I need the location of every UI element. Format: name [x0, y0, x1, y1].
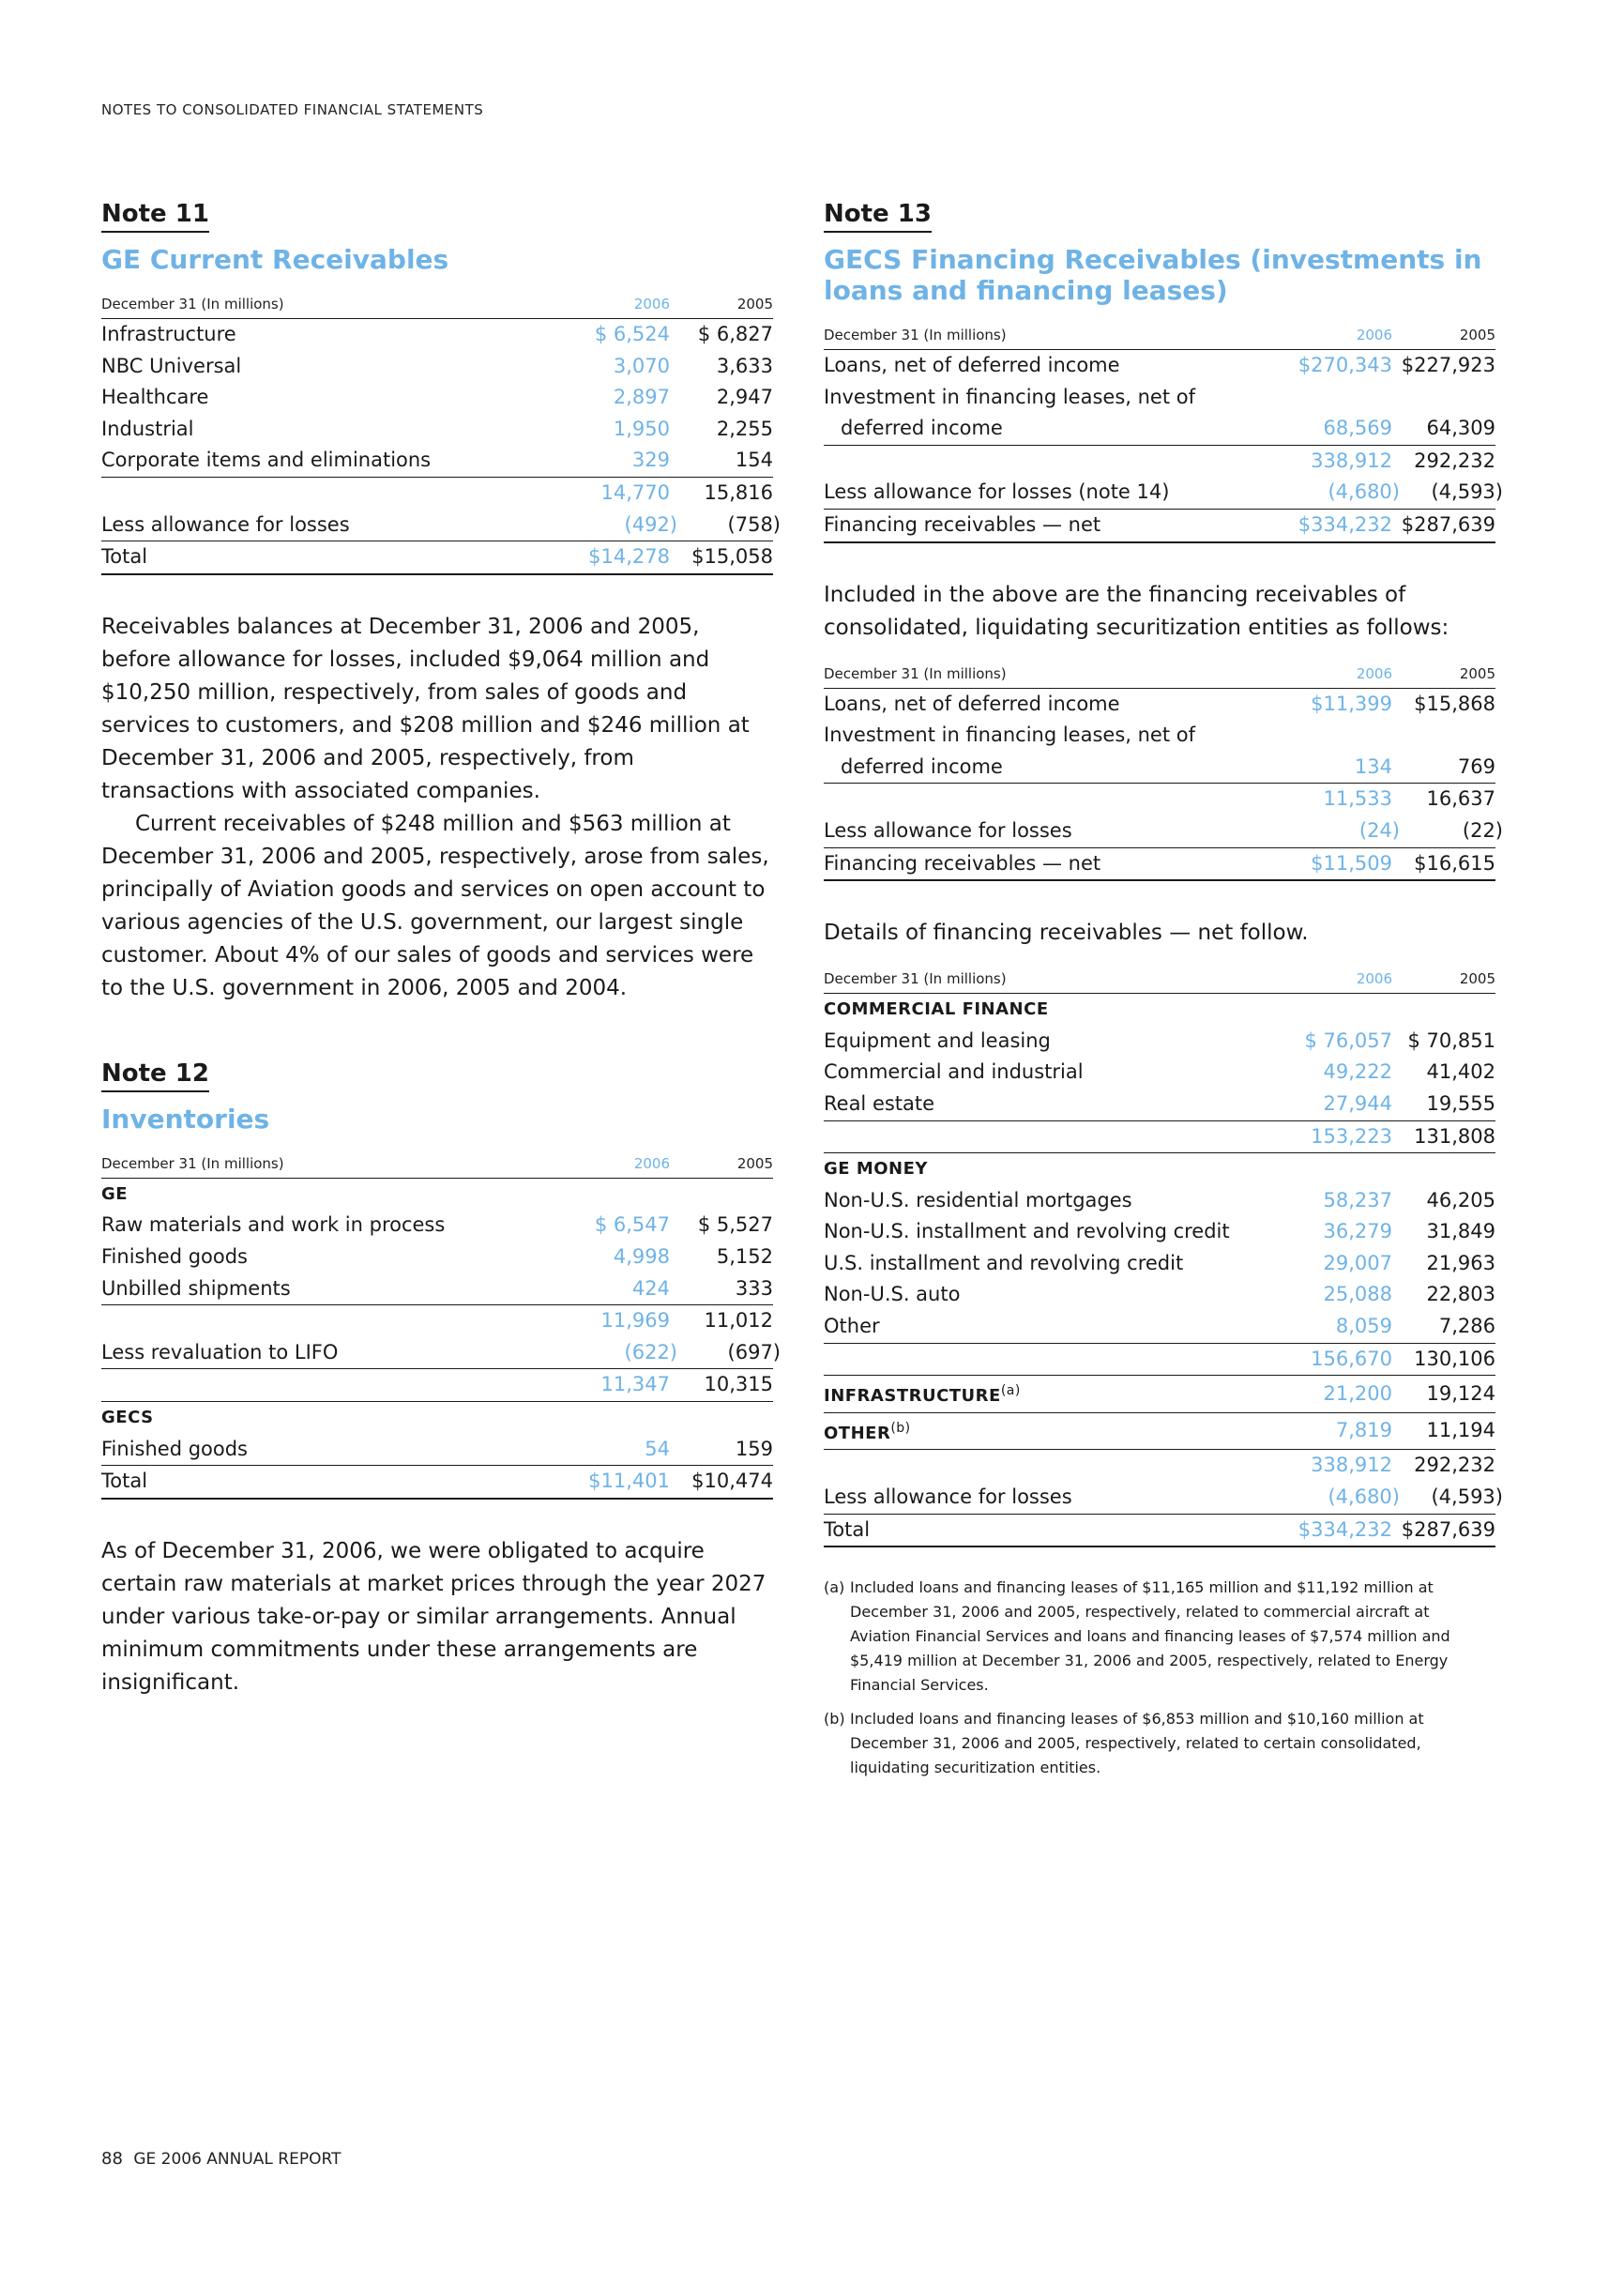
row-value-2006: 29,007: [1323, 1251, 1392, 1274]
row-value-2005: 292,232: [1392, 445, 1495, 477]
table-row: [101, 351, 773, 383]
row-label: Infrastructure: [101, 323, 236, 345]
row-value-2005: (758): [727, 512, 781, 536]
section-label-ge: GE: [101, 1183, 129, 1204]
table-header-2006: 2006: [567, 1155, 670, 1179]
row-label: deferred income: [841, 754, 1003, 778]
row-label: Industrial: [101, 417, 194, 440]
row-value-2005: $ 70,851: [1407, 1028, 1495, 1052]
row-label: Finished goods: [101, 1244, 249, 1268]
row-value-2006: 8,059: [1335, 1315, 1392, 1338]
note-11-paragraph-1: Receivables balances at December 31, 2006 and 2005, before allowance for losses, included $9,064 million and $10,250 million, respectively, from sales of goods and services to customers, and $208 million and $246 million at December 31, 2006 and 2005, respectively, from transactions with associated companies.: [101, 614, 750, 803]
section-row: [101, 1401, 773, 1433]
row-value-2006: $270,343: [1298, 354, 1392, 376]
note-12-paragraph: As of December 31, 2006, we were obligated to acquire certain raw materials at market prices through the year 2027 under various take-or-pay or similar arrangements. Annual minimum commitments under these arrangements are insignificant.: [101, 1538, 766, 1695]
table-header-2006: 2006: [1289, 327, 1392, 350]
row-value-2005: 3,633: [716, 354, 773, 377]
current-receivables-table: [101, 296, 781, 575]
row-value-2005: 19,124: [1392, 1376, 1495, 1413]
row-value-2005: 64,309: [1426, 417, 1495, 440]
row-value-2005: [1392, 720, 1495, 752]
note-11-title: GE Current Receivables: [101, 244, 449, 275]
row-value-2005: $15,868: [1414, 692, 1495, 715]
row-value-2005-cell: [1392, 815, 1503, 847]
row-value-2005-cell: [1392, 477, 1503, 509]
row-value-2006: 68,569: [1323, 417, 1392, 440]
row-label: [824, 784, 1289, 815]
table-row: [824, 1482, 1495, 1514]
row-value-2005-cell: [670, 510, 781, 541]
row-value-2005: $ 6,827: [697, 323, 773, 345]
footer-text: GE 2006 ANNUAL REPORT: [133, 2150, 341, 2169]
note-12-title: Inventories: [101, 1103, 270, 1135]
row-label: Investment in financing leases, net of: [824, 724, 1196, 747]
row-label: Less revaluation to LIFO: [101, 1340, 339, 1364]
table-row: [824, 1026, 1495, 1058]
row-value-2006: 11,969: [567, 1305, 670, 1337]
row-label-cell: [824, 1412, 1289, 1450]
row-value-2006: 4,998: [613, 1244, 670, 1268]
table-row: [101, 445, 773, 477]
section-row: [101, 1178, 773, 1210]
row-label: Financing receivables — net: [824, 847, 1289, 880]
row-value-2005: 2,947: [716, 386, 773, 409]
row-label: [101, 477, 567, 509]
row-label: Loans, net of deferred income: [824, 354, 1120, 376]
footnote-b: [824, 1707, 1480, 1780]
table-row: [824, 815, 1495, 847]
row-value-2005: $287,639: [1392, 1514, 1495, 1546]
subtotal-row: [824, 1120, 1495, 1153]
row-value-2006: 36,279: [1323, 1220, 1392, 1243]
row-label: Unbilled shipments: [101, 1276, 291, 1300]
section-row: [824, 994, 1495, 1026]
subtotal-row: [824, 1343, 1495, 1376]
table-row: [824, 1279, 1495, 1311]
row-value-2005: 21,963: [1426, 1251, 1495, 1274]
row-value-2006: [1289, 720, 1392, 752]
row-value-2005: 15,816: [670, 477, 773, 509]
row-value-2006: 49,222: [1323, 1060, 1392, 1084]
row-value-2005: (697): [727, 1340, 781, 1364]
row-label: Less allowance for losses: [824, 1485, 1072, 1509]
row-label: Finished goods: [101, 1437, 249, 1460]
table-row: [101, 319, 773, 351]
note-11: [101, 200, 781, 1005]
total-row: [101, 541, 773, 574]
row-value-2005: 11,194: [1392, 1412, 1495, 1450]
row-label: Less allowance for losses: [824, 818, 1072, 842]
section-label-commercial-finance: COMMERCIAL FINANCE: [824, 999, 1049, 1020]
note-11-text: [101, 611, 773, 1005]
row-label: Non-U.S. installment and revolving credit: [824, 1220, 1230, 1243]
table-row: [101, 382, 773, 414]
row-label: INFRASTRUCTURE: [824, 1386, 1001, 1407]
row-label: Non-U.S. auto: [824, 1283, 961, 1306]
row-label: Equipment and leasing: [824, 1028, 1051, 1052]
row-label: Less allowance for losses (note 14): [824, 480, 1170, 504]
row-value-2005: 10,315: [670, 1369, 773, 1402]
row-value-2006: 156,670: [1289, 1343, 1392, 1376]
table-header-label: December 31 (In millions): [824, 970, 1289, 994]
total-row: [824, 847, 1495, 880]
table-header-2005: 2005: [1392, 327, 1495, 350]
note-13-text-1: [824, 579, 1495, 645]
table-row: [101, 1337, 773, 1369]
row-value-2005: (22): [1462, 818, 1503, 842]
row-label: [824, 1343, 1289, 1376]
subtotal-row: [101, 1369, 773, 1402]
row-value-2006: $334,232: [1289, 509, 1392, 541]
row-value-2006: 338,912: [1289, 1450, 1392, 1482]
row-value-2005: 769: [1457, 754, 1495, 778]
row-value-2006-cell: [1289, 477, 1400, 509]
table-header-2006: 2006: [1289, 970, 1392, 994]
total-row: [824, 1514, 1495, 1546]
note-12-text: [101, 1535, 773, 1699]
row-label: NBC Universal: [101, 354, 242, 377]
right-column: [824, 200, 1503, 1790]
row-value-2005: 11,012: [670, 1305, 773, 1337]
row-value-2005: 22,803: [1426, 1283, 1495, 1306]
subtotal-row: [824, 1450, 1495, 1482]
footnote-ref-b: (b): [890, 1420, 911, 1436]
note-12-number: Note 12: [101, 1059, 209, 1092]
table-row: [101, 1273, 773, 1305]
row-value-2006: $ 6,547: [594, 1213, 670, 1237]
row-label: deferred income: [841, 417, 1003, 440]
row-label: [101, 1305, 567, 1337]
row-label: Total: [824, 1514, 1289, 1546]
financing-receivables-table: [824, 327, 1503, 543]
table-row: [824, 1089, 1495, 1120]
row-value-2005: (4,593): [1431, 480, 1503, 504]
row-label: Financing receivables — net: [824, 509, 1289, 541]
row-value-2006: 27,944: [1323, 1091, 1392, 1115]
row-label: [824, 1450, 1289, 1482]
total-row: [824, 509, 1495, 541]
row-value-2005: $ 5,527: [697, 1213, 773, 1237]
table-row: [824, 1311, 1495, 1343]
row-value-2005: $15,058: [670, 541, 773, 574]
note-12: [101, 1059, 781, 1699]
row-value-2005: 292,232: [1392, 1450, 1495, 1482]
footnote-mark: (a): [824, 1578, 845, 1597]
row-label: Total: [101, 541, 567, 574]
row-value-2006: (492): [624, 512, 677, 536]
footnote-text: Included loans and financing leases of $6,853 million and $10,160 million at December 31, 2006 and 2005, respectively, related to certain consolidated, liquidating securitization entities.: [850, 1710, 1424, 1777]
table-header-label: December 31 (In millions): [101, 296, 567, 319]
row-value-2005: 46,205: [1426, 1188, 1495, 1211]
row-label: Total: [101, 1466, 567, 1499]
row-label: Loans, net of deferred income: [824, 692, 1120, 715]
table-row: [101, 510, 773, 541]
table-header-row: [824, 327, 1495, 350]
row-value-2006: (4,680): [1328, 480, 1400, 504]
table-row: [101, 1242, 773, 1273]
row-value-2005: 131,808: [1392, 1120, 1495, 1153]
row-label: OTHER: [824, 1423, 891, 1443]
subtotal-row: [824, 445, 1495, 477]
row-value-2006: 7,819: [1289, 1412, 1392, 1450]
row-value-2005: 7,286: [1438, 1315, 1495, 1338]
row-value-2005-cell: [670, 1337, 781, 1369]
row-value-2005-cell: [1392, 1482, 1503, 1514]
table-header-row: [824, 970, 1495, 994]
row-value-2006-cell: [567, 1337, 677, 1369]
table-header-label: December 31 (In millions): [824, 665, 1289, 689]
row-value-2006: $ 6,524: [594, 323, 670, 345]
row-value-2006: (622): [624, 1340, 677, 1364]
row-label: [101, 1369, 567, 1402]
footnotes: [824, 1576, 1480, 1780]
note-11-paragraph-2: Current receivables of $248 million and $563 million at December 31, 2006 and 2005, respectively, arose from sales, principally of Aviation goods and services on open account to various agencies of the U.S. government, our largest single customer. About 4% of our sales of goods and services were to the U.S. government in 2006, 2005 and 2004.: [101, 811, 769, 1000]
subtotal-row: [824, 784, 1495, 815]
row-label: [824, 1120, 1289, 1153]
row-value-2005: 5,152: [716, 1244, 773, 1268]
row-label-cell: [824, 1376, 1289, 1413]
table-row: [824, 477, 1495, 509]
total-row: [101, 1466, 773, 1499]
row-value-2006: [1289, 382, 1392, 414]
section-label-ge-money: GE MONEY: [824, 1153, 1495, 1185]
row-label: [824, 445, 1289, 477]
table-header-row: [824, 665, 1495, 689]
row-label: Raw materials and work in process: [101, 1213, 446, 1237]
note-13-paragraph-2: Details of financing receivables — net follow.: [824, 921, 1309, 946]
row-value-2006: 1,950: [613, 417, 670, 440]
row-value-2005: 333: [735, 1276, 773, 1300]
row-value-2006: $11,509: [1289, 847, 1392, 880]
row-label: Real estate: [824, 1091, 935, 1115]
page-header: NOTES TO CONSOLIDATED FINANCIAL STATEMENTS: [101, 101, 484, 118]
section-label-gecs: GECS: [101, 1401, 773, 1433]
row-value-2005: 130,106: [1392, 1343, 1495, 1376]
row-value-2006: 3,070: [613, 354, 670, 377]
infrastructure-row: [824, 1376, 1495, 1413]
table-row: [824, 1185, 1495, 1217]
table-header-row: [101, 296, 773, 319]
row-value-2006: $14,278: [567, 541, 670, 574]
row-value-2006: 153,223: [1289, 1120, 1392, 1153]
table-row: [824, 720, 1495, 752]
row-value-2006: 338,912: [1289, 445, 1392, 477]
inventories-table: [101, 1154, 781, 1500]
row-value-2006: 329: [631, 449, 670, 472]
subtotal-row: [101, 477, 773, 509]
row-label: Other: [824, 1315, 880, 1338]
row-value-2005: 19,555: [1426, 1091, 1495, 1115]
row-label: Commercial and industrial: [824, 1060, 1084, 1084]
table-row: [824, 350, 1495, 382]
table-row: [824, 752, 1495, 784]
row-value-2005: $227,923: [1401, 354, 1495, 376]
row-value-2006: $11,399: [1311, 692, 1392, 715]
row-value-2005: 159: [735, 1437, 773, 1460]
table-header-2005: 2005: [670, 296, 773, 319]
note-11-number: Note 11: [101, 200, 209, 233]
footnote-ref-a: (a): [1000, 1383, 1021, 1399]
table-row: [101, 1434, 773, 1466]
row-value-2005: $10,474: [670, 1466, 773, 1499]
page-number: 88: [101, 2149, 123, 2169]
row-value-2005: 154: [735, 449, 773, 472]
row-value-2005: 2,255: [716, 417, 773, 440]
table-row: [824, 1248, 1495, 1280]
row-value-2006: 54: [645, 1437, 670, 1460]
row-value-2006: 58,237: [1323, 1188, 1392, 1211]
footnote-mark: (b): [824, 1710, 845, 1729]
table-row: [101, 414, 773, 446]
table-header-2006: 2006: [1289, 665, 1392, 689]
row-value-2006-cell: [1289, 1482, 1400, 1514]
row-value-2006-cell: [1289, 815, 1400, 847]
row-value-2006: 134: [1354, 754, 1392, 778]
row-value-2005: [1392, 382, 1495, 414]
row-label: Healthcare: [101, 386, 209, 409]
row-value-2006: 11,533: [1289, 784, 1392, 815]
table-row: [824, 413, 1495, 445]
table-row: [824, 688, 1495, 720]
row-value-2006: 25,088: [1323, 1283, 1392, 1306]
row-value-2006: 14,770: [567, 477, 670, 509]
other-row: [824, 1412, 1495, 1450]
table-row: [101, 1210, 773, 1242]
row-value-2005: 41,402: [1426, 1060, 1495, 1084]
row-value-2006-cell: [567, 510, 677, 541]
subtotal-row: [101, 1305, 773, 1337]
section-row: [824, 1153, 1495, 1185]
row-value-2005: 31,849: [1426, 1220, 1495, 1243]
row-value-2006: $334,232: [1289, 1514, 1392, 1546]
note-13-number: Note 13: [824, 200, 932, 233]
row-value-2006: 424: [631, 1276, 670, 1300]
row-value-2005: $16,615: [1392, 847, 1495, 880]
row-value-2005: (4,593): [1431, 1485, 1503, 1509]
row-value-2006: $ 76,057: [1304, 1028, 1392, 1052]
table-row: [824, 1216, 1495, 1248]
table-header-row: [101, 1155, 773, 1179]
row-label: U.S. installment and revolving credit: [824, 1251, 1184, 1274]
page-footer: [101, 2149, 341, 2169]
note-13-paragraph-1: Included in the above are the financing receivables of consolidated, liquidating securitization entities as follows:: [824, 582, 1449, 640]
row-value-2006: 11,347: [567, 1369, 670, 1402]
table-header-2005: 2005: [1392, 665, 1495, 689]
row-value-2005: 16,637: [1392, 784, 1495, 815]
row-label: Less allowance for losses: [101, 512, 350, 536]
table-header-label: December 31 (In millions): [101, 1155, 567, 1179]
table-header-2005: 2005: [1392, 970, 1495, 994]
row-value-2005: $287,639: [1392, 509, 1495, 541]
table-header-label: December 31 (In millions): [824, 327, 1289, 350]
row-label: Corporate items and eliminations: [101, 449, 432, 472]
left-column: [101, 200, 781, 1699]
note-13-text-2: [824, 917, 1495, 950]
footnote-a: [824, 1576, 1480, 1698]
table-header-2005: 2005: [670, 1155, 773, 1179]
footnote-text: Included loans and financing leases of $11,165 million and $11,192 million at December 31, 2006 and 2005, respectively, related to commercial aircraft at Aviation Financial Services and loans and financing leases of $7,574 million and $5,419 million at December 31, 2006 and 2005, respectively, related to Energy Financial Services.: [850, 1578, 1450, 1695]
note-13-title: GECS Financing Receivables (investments in loans and financing leases): [824, 244, 1482, 306]
table-header-2006: 2006: [567, 296, 670, 319]
row-value-2006: $11,401: [567, 1466, 670, 1499]
row-label: Non-U.S. residential mortgages: [824, 1188, 1132, 1211]
financing-receivables-details-table: [824, 970, 1503, 1547]
table-row: [824, 382, 1495, 414]
row-value-2006: 2,897: [613, 386, 670, 409]
row-label: Investment in financing leases, net of: [824, 385, 1196, 408]
row-value-2006: (24): [1358, 818, 1400, 842]
row-value-2006: 21,200: [1289, 1376, 1392, 1413]
row-value-2006: (4,680): [1328, 1485, 1400, 1509]
table-row: [824, 1057, 1495, 1089]
securitization-receivables-table: [824, 664, 1503, 882]
